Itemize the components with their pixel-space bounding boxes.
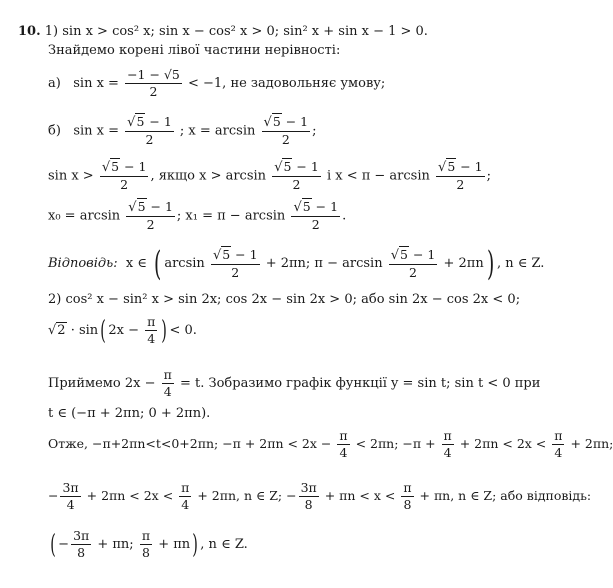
fraction: $\frac{√5 - 1}{2}$ [293, 199, 339, 232]
case-a: а) sin x = $\frac{-1 - √5}{2}$ < −1, не задовольняє умову; [48, 67, 386, 99]
fraction: $\frac{√5 - 1}{2}$ [212, 246, 258, 280]
fraction: $\frac{\pi}{4}$ [554, 428, 563, 460]
substitution-line: Приймемо 2x − $\frac{\pi}{4}$ = t. Зобразимо графік функції y = sin t; sin t < 0 при [48, 367, 541, 399]
fraction: $\frac{√5 - 1}{2}$ [127, 114, 172, 147]
roots-x0-x1: x₀ = arcsin $\frac{√5 - 1}{2}$ ; x₁ = π − arcsin $\frac{√5 - 1}{2}$ . [48, 199, 347, 232]
fraction: $\frac{\pi}{4}$ [339, 428, 348, 460]
fraction: $\frac{3\pi}{4}$ [62, 480, 79, 512]
final-answer: ( − $\frac{3\pi}{8}$ + πn; $\frac{\pi}{8}$ + πn) , n ∈ Z. [50, 528, 248, 560]
fraction: $\frac{√5 - 1}{2}$ [263, 114, 309, 147]
t-interval: t ∈ (−π + 2πn; 0 + 2πn). [48, 406, 211, 421]
fraction: $\frac{\pi}{4}$ [163, 367, 172, 399]
sin-solution: sin x > $\frac{√5 - 1}{2}$ , якщо x > arcsin $\frac{√5 - 1}{2}$ і x < π − arcsin $\frac{√5 - 1}{2}$ ; [48, 159, 492, 192]
case-b: б) sin x = $\frac{√5 - 1}{2}$ ; x = arcsin $\frac{√5 - 1}{2}$ ; [48, 114, 317, 147]
so-chain: Отже, −π+2πn<t<0+2πn; −π + 2πn < 2x − $\frac{\pi}{4}$ < 2πn; −π + $\frac{\pi}{4}$ + 2πn < 2x < $\frac{\pi}{4}$ + 2πn; [48, 428, 613, 460]
answer-1: Відповідь: x ∈ ( arcsin $\frac{√5 - 1}{2}$ + 2πn; π − arcsin $\frac{√5 - 1}{2}$ + 2πn) , n ∈ Z. [48, 243, 545, 284]
fraction: $\frac{√5 - 1}{2}$ [390, 246, 436, 280]
fraction: $\frac{√5 - 1}{2}$ [274, 159, 319, 192]
fraction: $\frac{3\pi}{8}$ [300, 480, 317, 512]
range-chain: − $\frac{3\pi}{4}$ + 2πn < 2x < $\frac{\pi}{4}$ + 2πn, n ∈ Z; − $\frac{3\pi}{8}$ + πn < x < $\frac{\pi}{8}$ + πn, n ∈ Z; або відповідь: [48, 480, 592, 512]
inequality-chain-1: 1) sin x > cos² x; sin x − cos² x > 0; sin² x + sin x − 1 > 0. [44, 24, 428, 39]
fraction: $\frac{\pi}{8}$ [141, 528, 151, 560]
fraction: $\frac{\pi}{4}$ [181, 480, 190, 512]
answer-label: Відповідь: [48, 256, 118, 271]
problem-line-2: 2) cos² x − sin² x > sin 2x; cos 2x − sin 2x > 0; або sin 2x − cos 2x < 0; [48, 292, 521, 307]
problem-number: 10. [18, 24, 41, 39]
fraction: $\frac{\pi}{4}$ [147, 314, 156, 346]
roots-intro: Знайдемо корені лівої частини нерівності: [48, 43, 341, 58]
fraction: $\frac{√5 - 1}{2}$ [128, 199, 173, 232]
fraction: $\frac{√5 - 1}{2}$ [438, 159, 483, 192]
fraction: $\frac{\pi}{4}$ [443, 428, 452, 460]
fraction: $\frac{3\pi}{8}$ [73, 528, 90, 560]
sqrt2-inequality: √2 · sin( 2x − $\frac{\pi}{4}$ ) < 0. [48, 314, 197, 346]
case-a-label: а) [48, 76, 61, 91]
fraction: $\frac{\pi}{8}$ [403, 480, 412, 512]
fraction: $\frac{√5 - 1}{2}$ [101, 159, 147, 192]
problem-line-1 [18, 24, 428, 40]
fraction: $\frac{-1 - √5}{2}$ [127, 67, 180, 99]
